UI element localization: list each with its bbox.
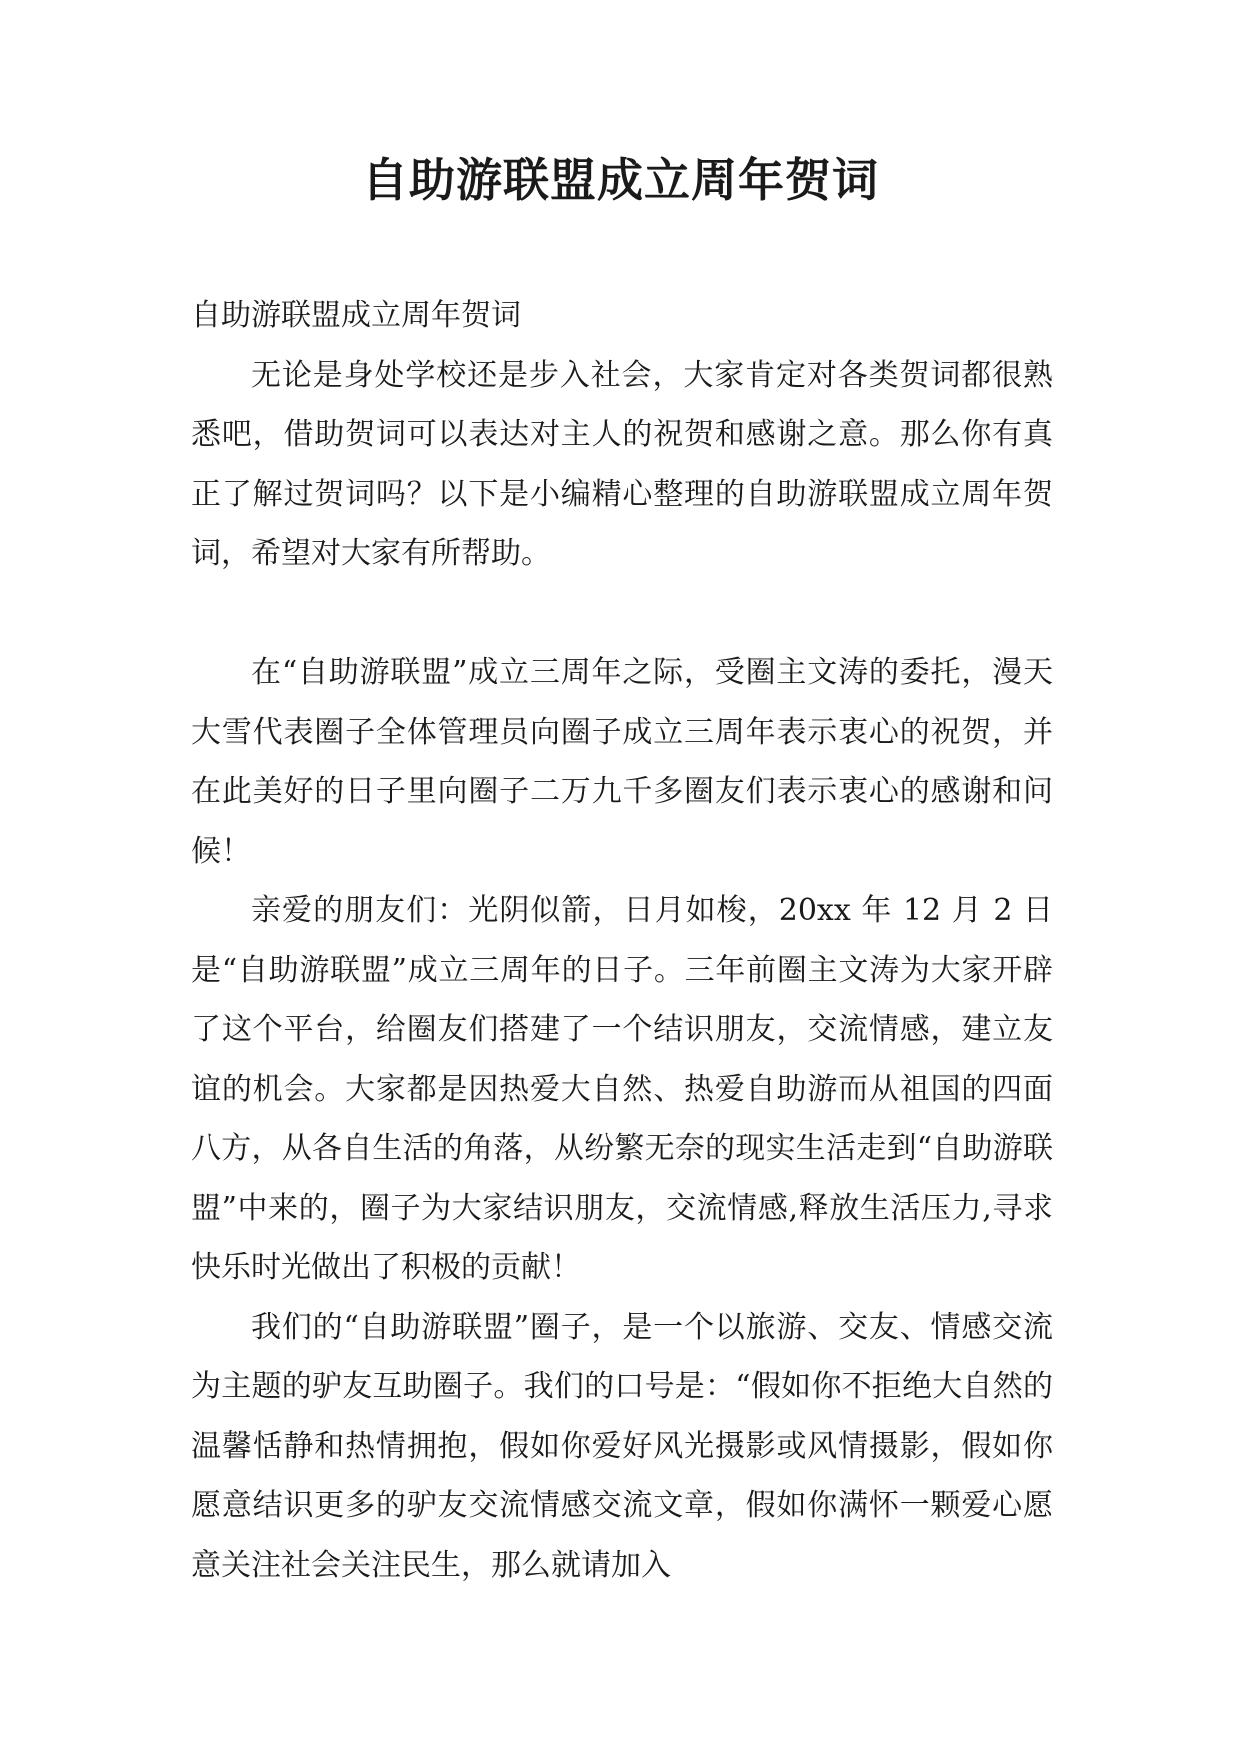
paragraph-intro: 无论是身处学校还是步入社会，大家肯定对各类贺词都很熟悉吧，借助贺词可以表达对主人的祝贺和感谢之意。那么你有真正了解过贺词吗？以下是小编精心整理的自助游联盟成立周年贺词，希望对大家有所帮助。 [191,357,1053,571]
paragraph-congratulation: 在“自助游联盟”成立三周年之际，受圈主文涛的委托，漫天大雪代表圈子全体管理员向圈子成立三周年表示衷心的祝贺，并在此美好的日子里向圈子二万九千多圈友们表示衷心的感谢和问候！ [191,655,1053,869]
paragraph-circle: 我们的“自助游联盟”圈子，是一个以旅游、交友、情感交流为主题的驴友互助圈子。我们的口号是：“假如你不拒绝大自然的温馨恬静和热情拥抱，假如你爱好风光摄影或风情摄影，假如你愿意结识更多的驴友交流情感交流文章，假如你满怀一颗爱心愿意关注社会关注民生，那么就请加入 [191,1309,1053,1583]
document-title: 自助游联盟成立周年贺词 [362,153,879,207]
document-body [191,286,1053,1595]
document-subtitle: 自助游联盟成立周年贺词 [191,298,521,333]
paragraph-spacer [191,584,1053,644]
paragraph-friends: 亲爱的朋友们：光阴似箭，日月如梭，20xx 年 12 月 2 日是“自助游联盟”成立三周年的日子。三年前圈主文涛为大家开辟了这个平台，给圈友们搭建了一个结识朋友，交流情感，建立友谊的机会。大家都是因热爱大自然、热爱自助游而从祖国的四面八方，从各自生活的角落，从纷繁无奈的现实生活走到“自助游联盟”中来的，圈子为大家结识朋友，交流情感,释放生活压力,寻求快乐时光做出了积极的贡献！ [191,893,1053,1285]
